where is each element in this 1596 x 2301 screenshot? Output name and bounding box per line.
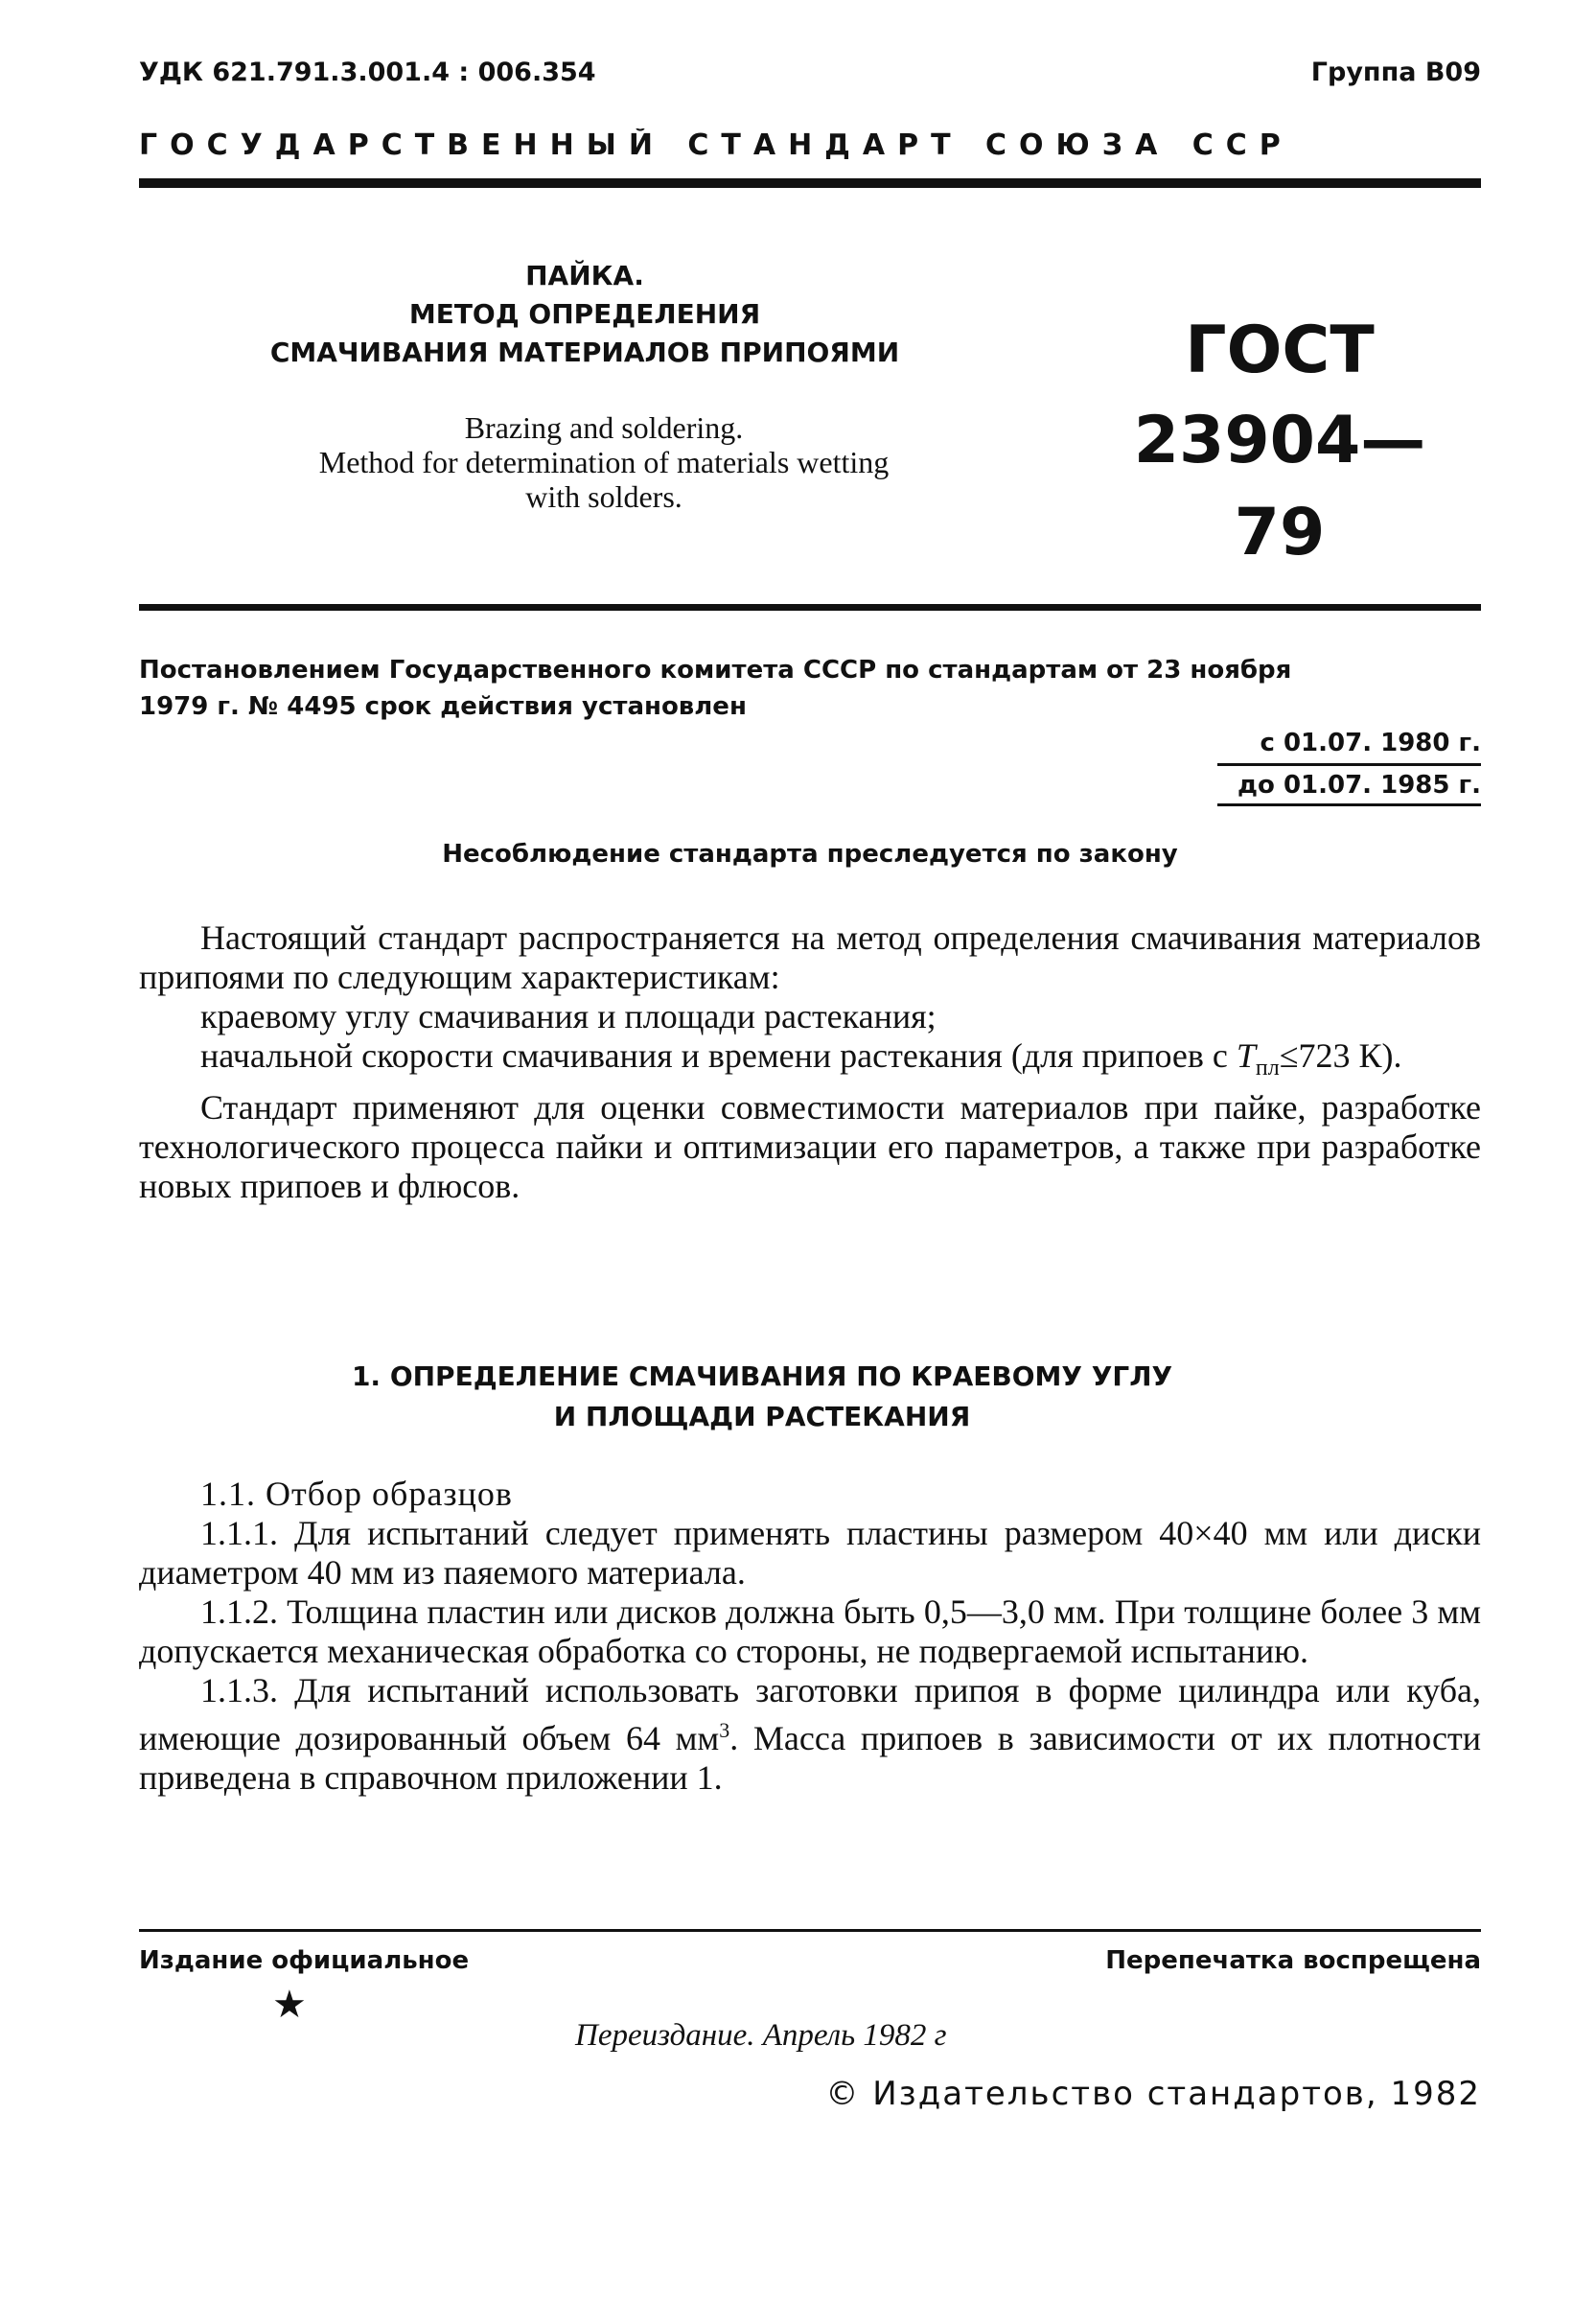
copyright-line [825, 2075, 1481, 2113]
cubic-superscript: 3 [719, 1718, 730, 1742]
decree-line1: Постановлением Государственного комитета СССР по стандартам от 23 ноября [139, 656, 1292, 685]
section1-title-line1: 1. ОПРЕДЕЛЕНИЕ СМАЧИВАНИЯ ПО КРАЕВОМУ УГЛУ [351, 1360, 1173, 1392]
title-en-line3: with solders. [525, 479, 682, 514]
title-ru-line1: ПАЙКА. [525, 260, 644, 291]
intro-item-speed-text: начальной скорости смачивания и времени растекания (для припоев с [200, 1036, 1237, 1075]
intro-item-angle: краевому углу смачивания и площади растекания; [200, 997, 937, 1035]
validity-from: с 01.07. 1980 г. [1260, 729, 1481, 757]
section1-text [139, 1475, 1481, 1798]
union-standard-banner: ГОСУДАРСТВЕННЫЙ СТАНДАРТ СОЮЗА ССР [139, 128, 1293, 162]
udk-code: УДК 621.791.3.001.4 : 006.354 [139, 58, 596, 87]
star-icon: ★ [272, 1983, 307, 2027]
clause-1-1-2: 1.1.2. Толщина пластин или дисков должна быть 0,5—3,0 мм. При толщине более 3 мм допускается механическая обработка со стороны, не подвергаемой испытанию. [139, 1592, 1481, 1670]
intro-application-paragraph: Стандарт применяют для оценки совместимости материалов при пайке, разработке технологического процесса пайки и оптимизации его параметров, а также при разработке новых припоев и флюсов. [139, 1088, 1481, 1206]
reprint-prohibited: Перепечатка воспрещена [1105, 1946, 1481, 1975]
legal-warning: Несоблюдение стандарта преследуется по закону [442, 840, 1178, 869]
title-ru-line2: МЕТОД ОПРЕДЕЛЕНИЯ [408, 298, 761, 330]
validity-to: до 01.07. 1985 г. [1237, 771, 1481, 800]
header-rule [139, 178, 1481, 188]
subsection-1-1-heading: 1.1. Отбор образцов [200, 1475, 513, 1513]
intro-paragraph: Настоящий стандарт распространяется на метод определения смачивания материалов припоями по следующим характеристикам: [139, 918, 1481, 996]
clause-1-1-1: 1.1.1. Для испытаний следует применять пластины размером 40×40 мм или диски диаметром 40 мм из паяемого материала. [139, 1514, 1481, 1592]
dates-rule-2 [1217, 803, 1481, 806]
title-rule [139, 604, 1481, 611]
intro-item-speed-limit: ≤723 К). [1279, 1036, 1402, 1075]
title-ru-line3: СМАЧИВАНИЯ МАТЕРИАЛОВ ПРИПОЯМИ [269, 337, 900, 368]
clause-1-1-3-text-a: 1.1.3. Для испытаний использовать заготовки припоя в форме цилиндра или куба, имеющие дозированный объем 64 мм [139, 1671, 1481, 1757]
clause-1-1-3-text-b: . Масса припоев в зависимости от их плотности приведена в справочном приложении 1. [139, 1719, 1481, 1797]
reissue-note: Переиздание. Апрель 1982 г [575, 2018, 947, 2053]
official-edition: Издание официальное [139, 1946, 470, 1975]
copyright-icon: © [825, 2075, 861, 2113]
copyright-text: Издательство стандартов, 1982 [872, 2075, 1481, 2113]
clause-1-1-3 [139, 1671, 1481, 1798]
gost-label: ГОСТ [1185, 313, 1375, 388]
intro-text [139, 918, 1481, 1206]
gost-number: 23904—79 [1133, 403, 1426, 570]
decree-line2: 1979 г. № 4495 срок действия установлен [139, 692, 747, 721]
melting-temperature-subscript: пл [1255, 1056, 1280, 1081]
intro-item-speed [139, 1036, 1481, 1088]
section1-title-line2: И ПЛОЩАДИ РАСТЕКАНИЯ [553, 1401, 971, 1432]
melting-temperature-symbol: T [1236, 1036, 1256, 1075]
dates-rule-1 [1217, 763, 1481, 766]
title-en-line1: Brazing and soldering. [464, 410, 744, 445]
group-code: Группа В09 [1310, 58, 1481, 87]
title-en-line2: Method for determination of materials wetting [318, 445, 890, 479]
footer-rule [139, 1929, 1481, 1932]
